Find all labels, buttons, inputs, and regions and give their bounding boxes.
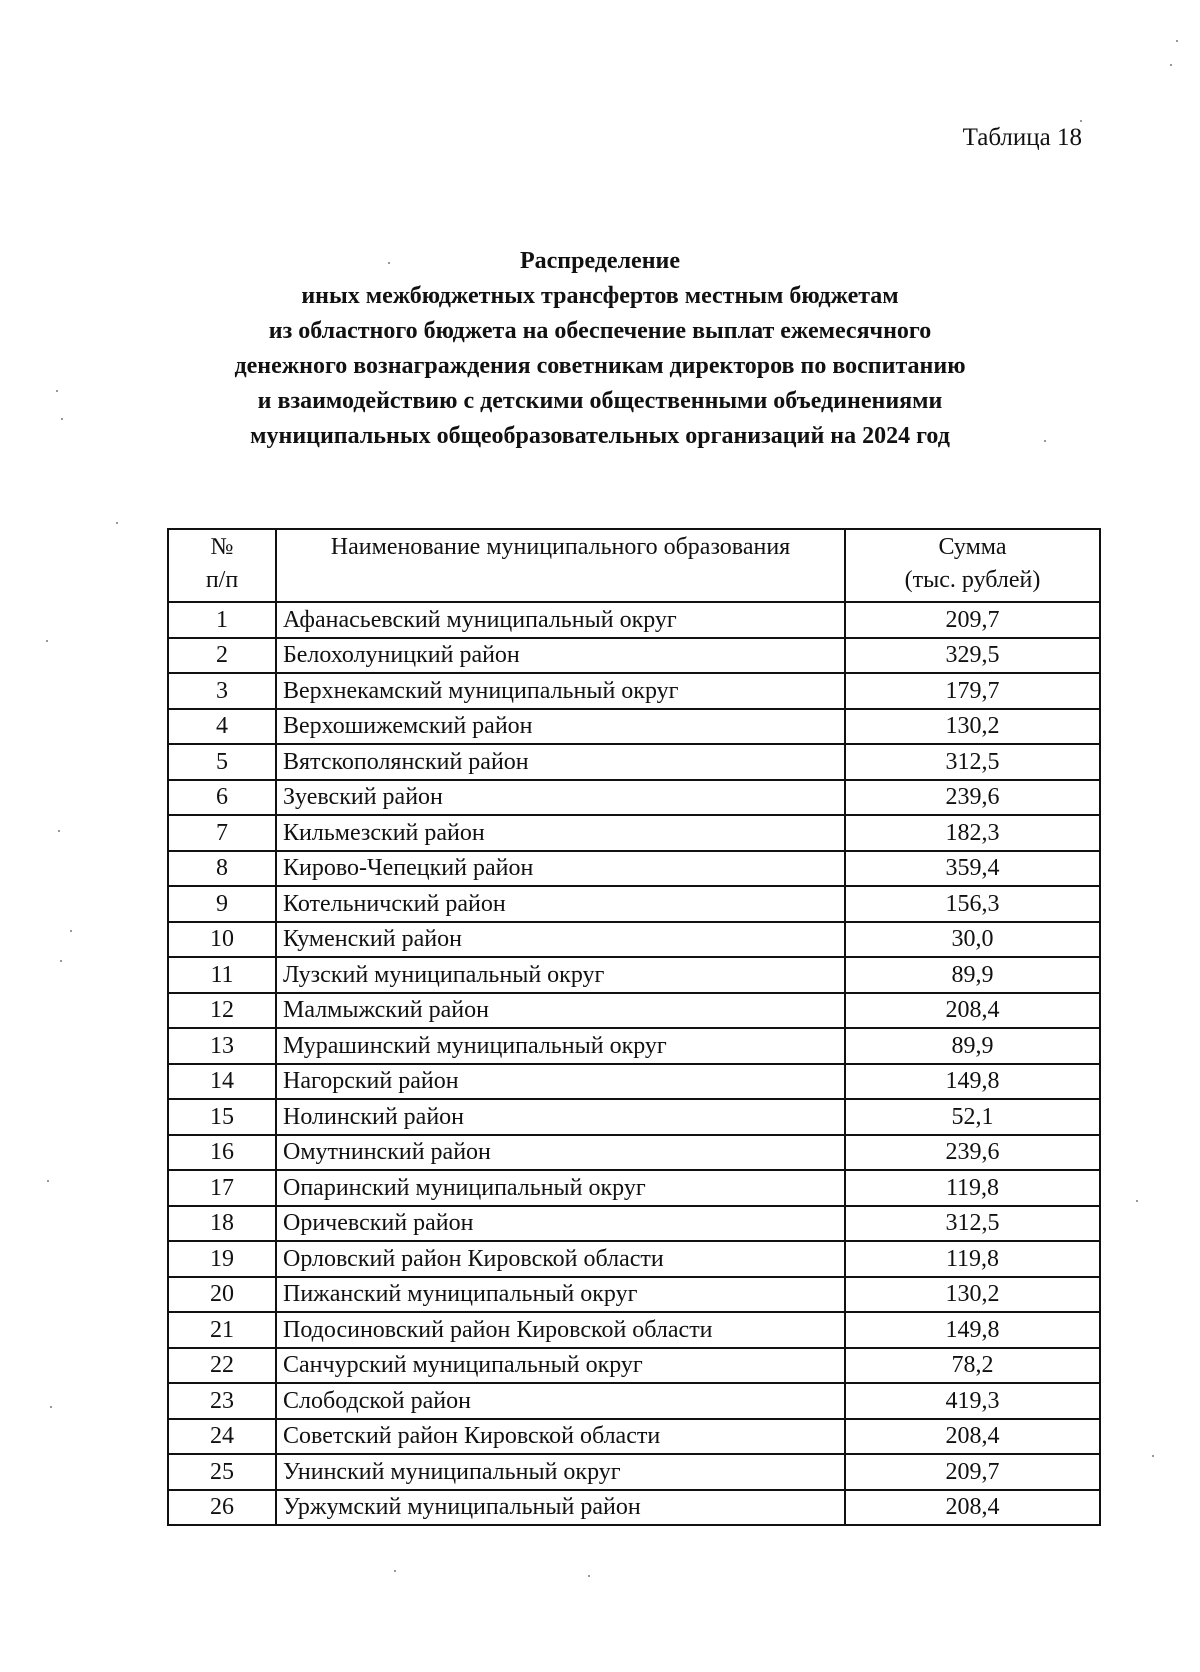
row-number: 7	[168, 815, 276, 851]
table-row	[168, 638, 1100, 674]
title-line: денежного вознаграждения советникам директоров по воспитанию	[234, 353, 966, 379]
table-row	[168, 602, 1100, 638]
table-row	[168, 1490, 1100, 1526]
table-row	[168, 1383, 1100, 1419]
municipality-name: Белохолуницкий район	[276, 638, 845, 674]
table-row	[168, 1064, 1100, 1100]
row-number: 9	[168, 886, 276, 922]
municipality-name: Кирово-Чепецкий район	[276, 851, 845, 887]
table-row	[168, 673, 1100, 709]
municipality-name: Лузский муниципальный округ	[276, 957, 845, 993]
row-number: 6	[168, 780, 276, 816]
row-number: 22	[168, 1348, 276, 1384]
amount-value: 239,6	[845, 1135, 1100, 1171]
amount-value: 89,9	[845, 1028, 1100, 1064]
municipality-name: Мурашинский муниципальный округ	[276, 1028, 845, 1064]
header-number-symbol: №	[210, 534, 234, 560]
amount-value: 119,8	[845, 1241, 1100, 1277]
table-row	[168, 1241, 1100, 1277]
municipality-name: Котельничский район	[276, 886, 845, 922]
table-row	[168, 851, 1100, 887]
municipality-name: Уржумский муниципальный район	[276, 1490, 845, 1526]
row-number: 3	[168, 673, 276, 709]
row-number: 1	[168, 602, 276, 638]
header-amount	[845, 529, 1100, 602]
amount-value: 419,3	[845, 1383, 1100, 1419]
row-number: 21	[168, 1312, 276, 1348]
header-number	[168, 529, 276, 602]
municipality-name: Нагорский район	[276, 1064, 845, 1100]
amount-value: 312,5	[845, 744, 1100, 780]
table-row	[168, 815, 1100, 851]
row-number: 12	[168, 993, 276, 1029]
amount-value: 119,8	[845, 1170, 1100, 1206]
row-number: 16	[168, 1135, 276, 1171]
municipality-name: Советский район Кировской области	[276, 1419, 845, 1455]
municipality-name: Пижанский муниципальный округ	[276, 1277, 845, 1313]
row-number: 24	[168, 1419, 276, 1455]
table-row	[168, 1312, 1100, 1348]
municipality-name: Орловский район Кировской области	[276, 1241, 845, 1277]
municipality-name: Омутнинский район	[276, 1135, 845, 1171]
amount-value: 130,2	[845, 709, 1100, 745]
table-row	[168, 1348, 1100, 1384]
table-row	[168, 1135, 1100, 1171]
table-header-row	[168, 529, 1100, 602]
municipality-name: Нолинский район	[276, 1099, 845, 1135]
amount-value: 182,3	[845, 815, 1100, 851]
row-number: 19	[168, 1241, 276, 1277]
row-number: 13	[168, 1028, 276, 1064]
title-line: и взаимодействию с детскими общественными объединениями	[257, 388, 943, 414]
table-row	[168, 957, 1100, 993]
header-municipality: Наименование муниципального образования	[276, 529, 845, 602]
amount-value: 78,2	[845, 1348, 1100, 1384]
row-number: 17	[168, 1170, 276, 1206]
title-line: муниципальных общеобразовательных организаций на 2024 год	[250, 423, 950, 449]
header-amount-label: Сумма	[938, 534, 1007, 560]
document-title	[150, 244, 1050, 454]
municipality-name: Санчурский муниципальный округ	[276, 1348, 845, 1384]
amount-value: 179,7	[845, 673, 1100, 709]
title-line: Распределение	[519, 248, 681, 274]
amount-value: 156,3	[845, 886, 1100, 922]
municipality-name: Малмыжский район	[276, 993, 845, 1029]
table-row	[168, 709, 1100, 745]
row-number: 2	[168, 638, 276, 674]
title-line: из областного бюджета на обеспечение выплат ежемесячного	[268, 318, 932, 344]
amount-value: 89,9	[845, 957, 1100, 993]
table-row	[168, 780, 1100, 816]
table-row	[168, 1419, 1100, 1455]
amount-value: 209,7	[845, 602, 1100, 638]
municipality-name: Вятскополянский район	[276, 744, 845, 780]
table-row	[168, 886, 1100, 922]
row-number: 5	[168, 744, 276, 780]
municipality-name: Подосиновский район Кировской области	[276, 1312, 845, 1348]
amount-value: 149,8	[845, 1064, 1100, 1100]
table-row	[168, 922, 1100, 958]
table-row	[168, 1454, 1100, 1490]
header-number-abbrev: п/п	[205, 567, 239, 593]
row-number: 26	[168, 1490, 276, 1526]
table-row	[168, 1206, 1100, 1242]
row-number: 15	[168, 1099, 276, 1135]
municipality-name: Зуевский район	[276, 780, 845, 816]
table-row	[168, 1277, 1100, 1313]
header-amount-unit: (тыс. рублей)	[904, 567, 1041, 593]
table-row	[168, 1170, 1100, 1206]
table-row	[168, 1099, 1100, 1135]
table-row	[168, 744, 1100, 780]
amount-value: 149,8	[845, 1312, 1100, 1348]
amount-value: 312,5	[845, 1206, 1100, 1242]
table-number-label: Таблица 18	[962, 124, 1082, 151]
row-number: 20	[168, 1277, 276, 1313]
municipality-name: Верхошижемский район	[276, 709, 845, 745]
row-number: 23	[168, 1383, 276, 1419]
municipality-name: Опаринский муниципальный округ	[276, 1170, 845, 1206]
amount-value: 359,4	[845, 851, 1100, 887]
amount-value: 208,4	[845, 1490, 1100, 1526]
amount-value: 130,2	[845, 1277, 1100, 1313]
transfers-table	[167, 528, 1101, 1526]
row-number: 8	[168, 851, 276, 887]
row-number: 11	[168, 957, 276, 993]
amount-value: 239,6	[845, 780, 1100, 816]
municipality-name: Унинский муниципальный округ	[276, 1454, 845, 1490]
municipality-name: Афанасьевский муниципальный округ	[276, 602, 845, 638]
municipality-name: Куменский район	[276, 922, 845, 958]
municipality-name: Верхнекамский муниципальный округ	[276, 673, 845, 709]
amount-value: 208,4	[845, 1419, 1100, 1455]
municipality-name: Кильмезский район	[276, 815, 845, 851]
table-row	[168, 993, 1100, 1029]
title-line: иных межбюджетных трансфертов местным бюджетам	[301, 283, 899, 309]
amount-value: 209,7	[845, 1454, 1100, 1490]
row-number: 25	[168, 1454, 276, 1490]
row-number: 10	[168, 922, 276, 958]
row-number: 4	[168, 709, 276, 745]
row-number: 18	[168, 1206, 276, 1242]
table-row	[168, 1028, 1100, 1064]
amount-value: 30,0	[845, 922, 1100, 958]
amount-value: 208,4	[845, 993, 1100, 1029]
municipality-name: Оричевский район	[276, 1206, 845, 1242]
municipality-name: Слободской район	[276, 1383, 845, 1419]
amount-value: 329,5	[845, 638, 1100, 674]
amount-value: 52,1	[845, 1099, 1100, 1135]
row-number: 14	[168, 1064, 276, 1100]
table-body	[168, 602, 1100, 1525]
